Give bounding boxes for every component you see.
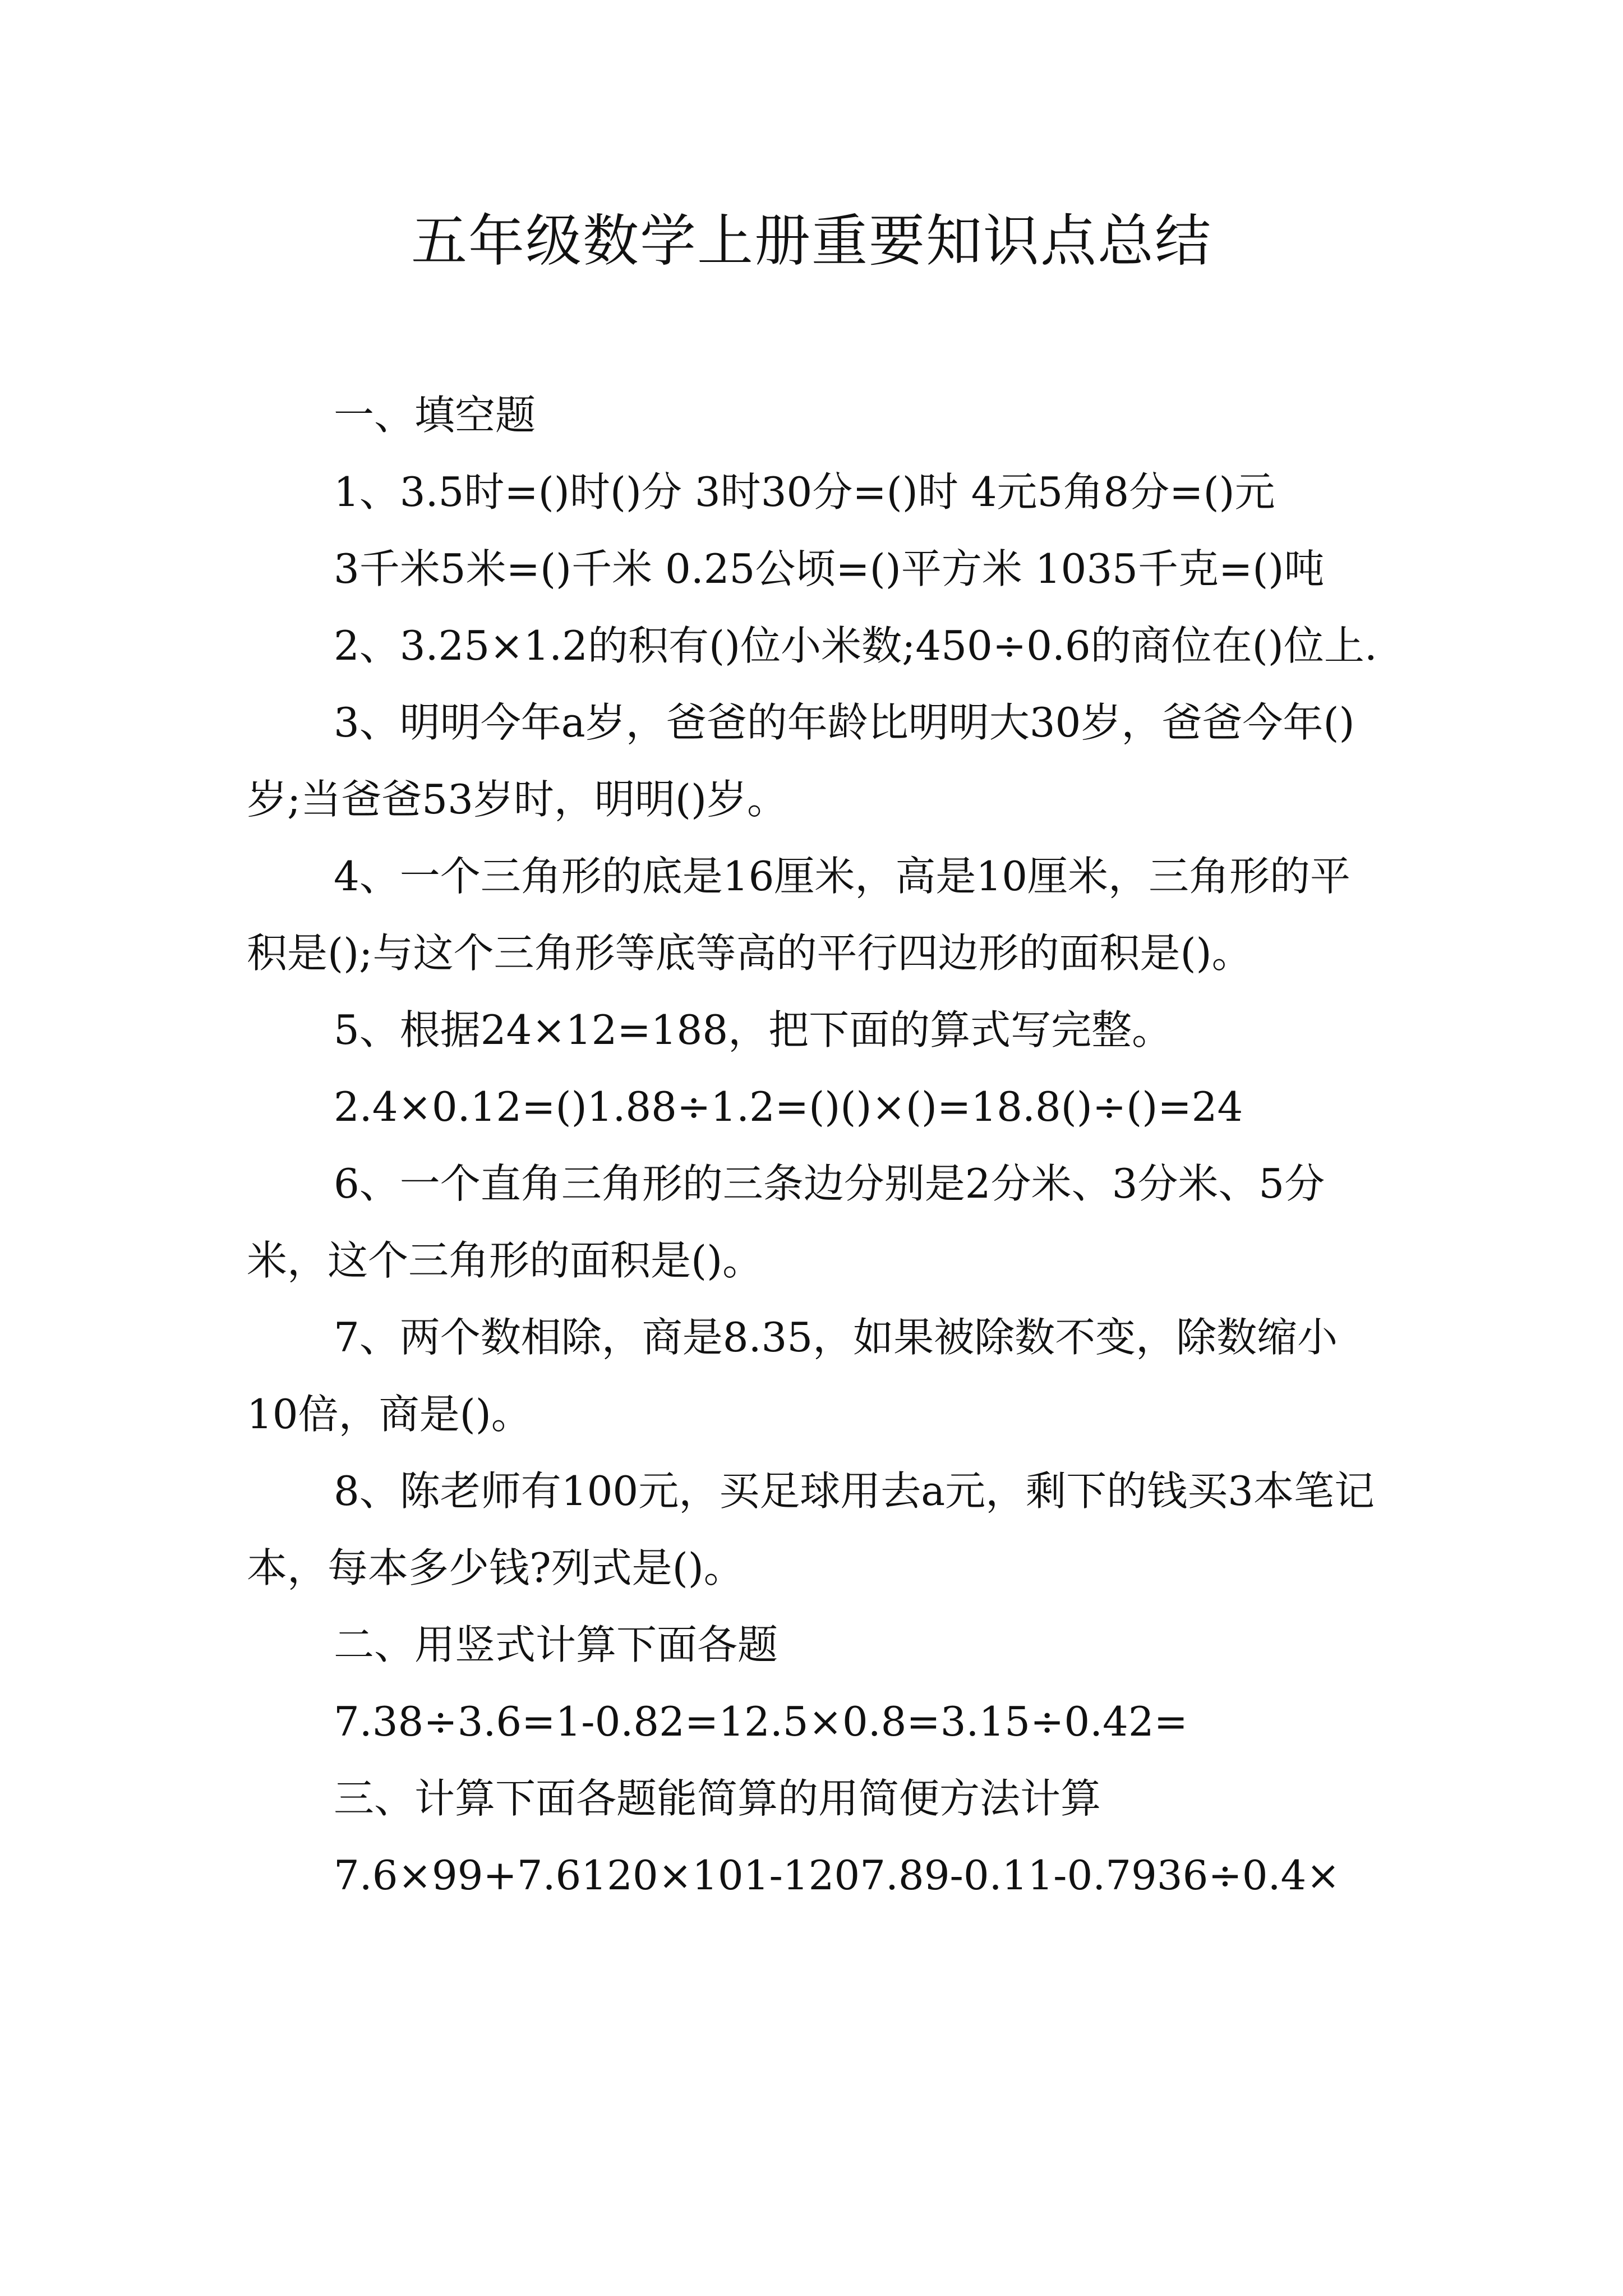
question-5: 5、根据24×12=188，把下面的算式写完整。 [334,1006,1173,1053]
question-6: 6、一个直角三角形的三条边分别是2分米、3分米、5分米，这个三角形的面积是()。 [247,1160,1325,1284]
page-title: 五年级数学上册重要知识点总结 [411,208,1212,274]
simplified-calculation-problems: 7.6×99+7.6120×101-1207.89-0.11-0.7936÷0.4× [334,1852,1340,1899]
question-5-equations: 2.4×0.12=()1.88÷1.2=()()×()=18.8()÷()=24 [334,1083,1243,1130]
question-3: 3、明明今年a岁，爸爸的年龄比明明大30岁，爸爸今年()岁;当爸爸53岁时，明明()岁。 [247,699,1355,823]
question-8: 8、陈老师有100元，买足球用去a元，剩下的钱买3本笔记本，每本多少钱?列式是()。 [247,1467,1375,1591]
document-body [247,377,1385,1914]
question-1-line-2: 3千米5米=()千米 0.25公顷=()平方米 1035千克=()吨 [334,545,1325,592]
question-2: 2、3.25×1.2的积有()位小米数;450÷0.6的商位在()位上. [334,622,1377,669]
section-heading-fill-blanks: 一、填空题 [334,392,536,439]
question-1-line-1: 1、3.5时=()时()分 3时30分=()时 4元5角8分=()元 [334,468,1275,516]
section-heading-simplified-calculation: 三、计算下面各题能简算的用简便方法计算 [334,1775,1101,1822]
vertical-calculation-problems: 7.38÷3.6=1-0.82=12.5×0.8=3.15÷0.42= [334,1698,1188,1745]
question-7: 7、两个数相除，商是8.35，如果被除数不变，除数缩小10倍，商是()。 [247,1314,1338,1438]
question-4: 4、一个三角形的底是16厘米，高是10厘米，三角形的平积是();与这个三角形等底等高的平行四边形的面积是()。 [247,853,1351,977]
section-heading-vertical-calculation: 二、用竖式计算下面各题 [334,1621,778,1668]
